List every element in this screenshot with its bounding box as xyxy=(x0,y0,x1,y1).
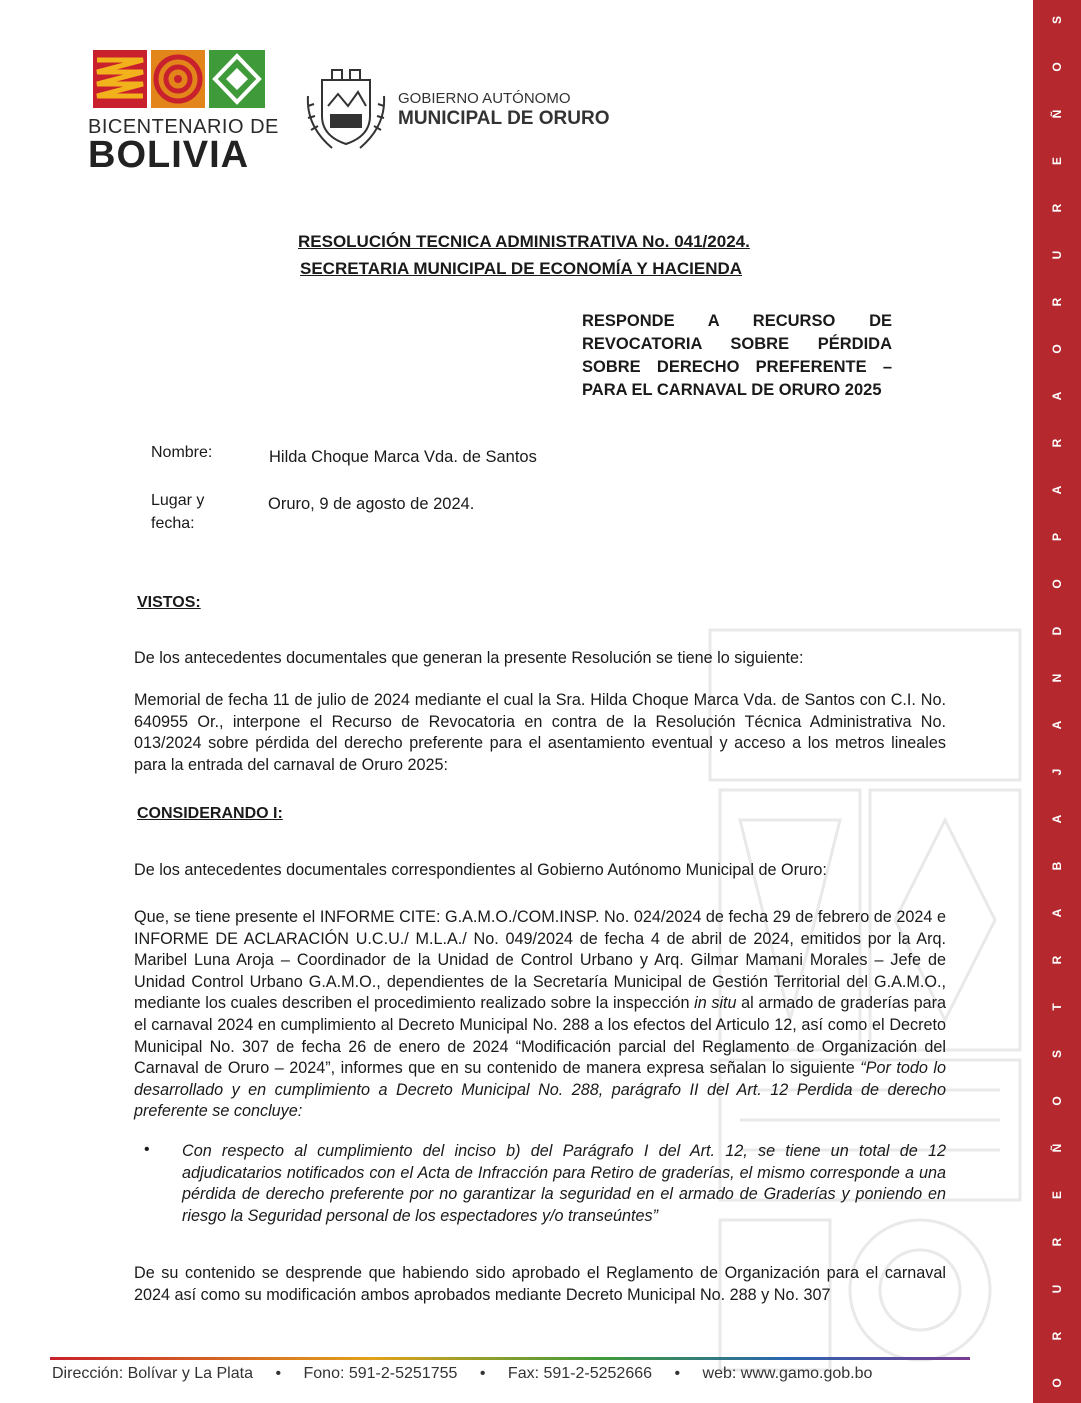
footer-divider xyxy=(50,1357,970,1360)
side-band-letter: R xyxy=(1050,438,1064,448)
side-band-letter: E xyxy=(1050,157,1064,166)
footer-phone: Fono: 591-2-5251755 xyxy=(303,1365,458,1382)
side-band-letter: N xyxy=(1050,673,1064,683)
gamo-line2: MUNICIPAL DE ORURO xyxy=(398,108,610,129)
footer-address: Dirección: Bolívar y La Plata xyxy=(52,1365,253,1382)
name-label: Nombre: xyxy=(151,444,213,461)
bicentenario-line1: BICENTENARIO DE xyxy=(88,116,279,138)
side-band-letter: B xyxy=(1050,861,1064,871)
gamo-logo xyxy=(302,66,622,156)
footer xyxy=(52,1365,972,1383)
considerando-paragraph-1: De los antecedentes documentales correspondientes al Gobierno Autónomo Municipal de Oruro: xyxy=(134,861,827,879)
footer-separator-1: • xyxy=(275,1365,282,1382)
footer-web: web: www.gamo.gob.bo xyxy=(702,1365,873,1382)
footer-separator-3: • xyxy=(674,1365,681,1382)
side-band-letter: Ñ xyxy=(1050,1143,1064,1153)
footer-separator-2: • xyxy=(479,1365,486,1382)
side-band-letter: O xyxy=(1050,344,1064,354)
subject-block: RESPONDE A RECURSO DE REVOCATORIA SOBRE PÉRDIDA SOBRE DERECHO PREFERENTE – PARA EL CARNAVAL DE ORURO 2025 xyxy=(582,312,892,399)
vistos-heading: VISTOS: xyxy=(137,594,201,611)
side-band-letter: S xyxy=(1050,1050,1064,1059)
side-band-letter: U xyxy=(1050,1284,1064,1294)
side-band-letter: T xyxy=(1050,1003,1064,1011)
bicentenario-line2: BOLIVIA xyxy=(88,134,250,176)
in-situ-text: in situ xyxy=(694,994,737,1013)
vistos-paragraph-2: Memorial de fecha 11 de julio de 2024 mediante el cual la Sra. Hilda Choque Marca Vda. de Santos con C.I. No. 640955 Or., interpone el Recurso de Revocatoria en contra de la Resolución Técnica Administrativa No. 013/2024 sobre pérdida del derecho preferente para el asentamiento eventual y acceso a los metros lineales para la entrada del carnaval de Oruro 2025: xyxy=(134,691,946,774)
side-band-letter: A xyxy=(1050,485,1064,495)
vistos-paragraph-1: De los antecedentes documentales que generan la presente Resolución se tiene lo siguiente: xyxy=(134,649,804,667)
side-band-letter: A xyxy=(1050,720,1064,730)
side-band-letter: R xyxy=(1050,1331,1064,1341)
considerando-heading: CONSIDERANDO I: xyxy=(137,805,283,822)
bullet-dot-icon: • xyxy=(144,1141,150,1158)
side-band-letter: S xyxy=(1050,16,1064,25)
side-band-letter: R xyxy=(1050,955,1064,965)
secretaria-title: SECRETARIA MUNICIPAL DE ECONOMÍA Y HACIENDA xyxy=(300,259,743,278)
side-band-letter: A xyxy=(1050,908,1064,918)
bicentenario-logo xyxy=(88,50,279,176)
considerando-p2-part2: al armado de graderías para el carnaval 2024 en cumplimiento al Decreto Municipal No. 288 a los efectos del Articulo 12, así como el Decreto Municipal No. 307 de fecha 26 de enero de 2024 “Modificación parcial del Reglamento de Organización del Carnaval de Oruro – 2024”, informes que en su contenido de manera expresa señalan lo siguiente xyxy=(134,994,946,1078)
side-band-letter: U xyxy=(1050,250,1064,260)
side-band-letter: J xyxy=(1050,768,1064,776)
place-value: Oruro, 9 de agosto de 2024. xyxy=(268,495,475,513)
side-band-letter: O xyxy=(1050,1096,1064,1106)
side-band-letter: E xyxy=(1050,1191,1064,1200)
gamo-line1: GOBIERNO AUTÓNOMO xyxy=(398,90,571,107)
side-band-letter: O xyxy=(1050,1378,1064,1388)
footer-fax: Fax: 591-2-5252666 xyxy=(507,1365,653,1382)
side-band-letter: A xyxy=(1050,814,1064,824)
side-band-letter: R xyxy=(1050,1237,1064,1247)
coat-of-arms-icon xyxy=(302,66,390,154)
bicentenario-tiles-icon xyxy=(93,50,265,108)
side-band-letter: A xyxy=(1050,391,1064,401)
side-band-letter: R xyxy=(1050,297,1064,307)
side-band-letter: D xyxy=(1050,626,1064,636)
side-band xyxy=(1033,0,1081,1403)
side-band-letter: O xyxy=(1050,62,1064,72)
considerando-paragraph-2 xyxy=(134,907,946,1123)
considerando-p2-quote: “Por todo lo desarrollado y en cumplimiento a Decreto Municipal No. 288, parágrafo II del Art. 12 Perdida de derecho preferente se concluye: xyxy=(134,1059,946,1121)
name-value: Hilda Choque Marca Vda. de Santos xyxy=(269,448,537,466)
side-band-letter: P xyxy=(1050,533,1064,542)
side-band-letter: Ñ xyxy=(1050,109,1064,119)
place-label-1: Lugar y xyxy=(151,492,205,509)
resolution-title: RESOLUCIÓN TECNICA ADMINISTRATIVA No. 041/2024. xyxy=(298,232,750,251)
considerando-p2-part1: Que, se tiene presente el INFORME CITE: G.A.M.O./COM.INSP. No. 024/2024 de fecha 29 de febrero de 2024 e INFORME DE ACLARACIÓN U.C.U./ M.L.A./ No. 049/2024 de fecha 4 de abril de 2024, emitidos por la Arq. Maribel Luna Aroja – Coordinador de la Unidad de Control Urbano y Arq. Gilmar Mamani Morales – Jefe de Unidad Control Urbano G.A.M.O., dependientes de la Secretaría Municipal de Gestión Territorial del G.A.M.O., mediante los cuales describen el procedimiento realizado sobre la inspección xyxy=(134,908,946,1013)
side-band-letter: R xyxy=(1050,203,1064,213)
bullet-text: Con respecto al cumplimiento del inciso b) del Parágrafo I del Art. 12, se tiene un total de 12 adjudicatarios notificados con el Acta de Infracción para Retiro de graderías, el mismo corresponde a una pérdida de derecho preferente por no garantizar la seguridad en el armado de Graderías y poniendo en riesgo la Seguridad personal de los espectadores y/o transeúntes” xyxy=(182,1142,946,1225)
place-label-2: fecha: xyxy=(151,515,195,532)
final-paragraph: De su contenido se desprende que habiendo sido aprobado el Reglamento de Organización para el carnaval 2024 así como su modificación ambos aprobados mediante Decreto Municipal No. 288 y No. 307 xyxy=(134,1264,946,1304)
side-band-letter: O xyxy=(1050,579,1064,589)
